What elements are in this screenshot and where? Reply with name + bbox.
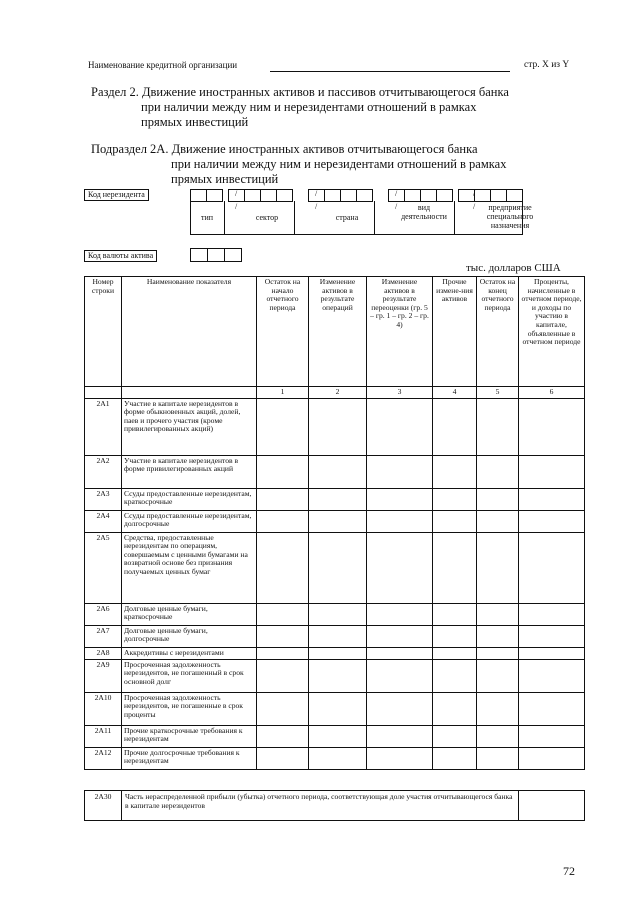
header-col-4: Прочие измене-ния активов bbox=[433, 277, 477, 387]
header-col-5: Остаток на конец отчетного периода bbox=[477, 277, 519, 387]
code-part-sector: сектор bbox=[255, 213, 279, 222]
row-code: 2А10 bbox=[85, 692, 122, 725]
assets-table-body bbox=[85, 398, 585, 769]
row-code: 2А2 bbox=[85, 455, 122, 488]
table-row bbox=[85, 647, 585, 659]
row-name: Ссуды предоставленные нерезидентам, долгосрочные bbox=[122, 510, 257, 532]
value-cell[interactable] bbox=[433, 532, 477, 603]
value-cell[interactable] bbox=[477, 455, 519, 488]
value-cell[interactable] bbox=[309, 510, 367, 532]
row-name: Просроченная задолженность нерезидентов, не погашенные в срок проценты bbox=[122, 692, 257, 725]
row-name: Просроченная задолженность нерезидентов, не погашенный в срок основной долг bbox=[122, 659, 257, 692]
org-name-blank-line bbox=[270, 71, 510, 72]
row-name: Аккредитивы с нерезидентами bbox=[122, 647, 257, 659]
row-code: 2А8 bbox=[85, 647, 122, 659]
row-name: Участие в капитале нерезидентов в форме обыкновенных акций, долей, паев и прочего участия (кроме привилегированных акций) bbox=[122, 398, 257, 455]
header-col-6: Проценты, начисленные в отчетном периоде, и доходы по участию в капитале, объявленные в отчетном периоде bbox=[519, 277, 585, 387]
table-row bbox=[85, 603, 585, 625]
subsection-title-line-2: при наличии между ним и нерезидентами отношений в рамках bbox=[171, 157, 507, 171]
org-name-label: Наименование кредитной организации bbox=[88, 60, 238, 70]
value-cell[interactable] bbox=[477, 725, 519, 747]
code-part-enterprise: предприятие специального назначения bbox=[486, 203, 534, 230]
value-cell[interactable] bbox=[519, 532, 585, 603]
value-cell[interactable] bbox=[433, 398, 477, 455]
value-cell[interactable] bbox=[433, 647, 477, 659]
row-code: 2А4 bbox=[85, 510, 122, 532]
assets-table bbox=[84, 276, 585, 770]
value-cell[interactable] bbox=[367, 692, 433, 725]
col-number: 1 bbox=[257, 387, 309, 399]
code-separator: / bbox=[235, 202, 238, 211]
value-cell[interactable] bbox=[367, 510, 433, 532]
table-row bbox=[85, 747, 585, 769]
value-cell[interactable] bbox=[257, 455, 309, 488]
value-cell[interactable] bbox=[477, 659, 519, 692]
value-cell[interactable] bbox=[519, 725, 585, 747]
section-title-line-3: прямых инвестиций bbox=[141, 115, 249, 129]
value-cell[interactable] bbox=[309, 725, 367, 747]
value-cell[interactable] bbox=[433, 659, 477, 692]
row-code: 2А1 bbox=[85, 398, 122, 455]
value-cell[interactable] bbox=[433, 455, 477, 488]
value-cell[interactable] bbox=[519, 647, 585, 659]
row-code: 2А5 bbox=[85, 532, 122, 603]
table-row bbox=[85, 725, 585, 747]
row-name: Долговые ценные бумаги, долгосрочные bbox=[122, 625, 257, 647]
value-cell[interactable] bbox=[433, 488, 477, 510]
value-cell[interactable] bbox=[309, 532, 367, 603]
currency-code-label: Код валюты актива bbox=[84, 250, 157, 262]
currency-code-cell[interactable] bbox=[190, 248, 208, 262]
row-code: 2А12 bbox=[85, 747, 122, 769]
value-cell[interactable] bbox=[367, 747, 433, 769]
col-number: 2 bbox=[309, 387, 367, 399]
value-cell[interactable] bbox=[477, 692, 519, 725]
section-title-line-1: Раздел 2. Движение иностранных активов и пассивов отчитывающегося банка bbox=[91, 85, 509, 99]
row-code: 2А11 bbox=[85, 725, 122, 747]
code-separator: / bbox=[395, 202, 398, 211]
divider bbox=[454, 201, 455, 235]
value-cell[interactable] bbox=[367, 455, 433, 488]
section-title-line-2: при наличии между ним и нерезидентами отношений в рамках bbox=[141, 100, 477, 114]
row-name: Прочие краткосрочные требования к нерезидентам bbox=[122, 725, 257, 747]
col-number: 5 bbox=[477, 387, 519, 399]
section-title bbox=[91, 85, 561, 130]
value-cell[interactable] bbox=[309, 625, 367, 647]
value-cell[interactable] bbox=[367, 488, 433, 510]
value-cell[interactable] bbox=[477, 532, 519, 603]
value-cell[interactable] bbox=[477, 625, 519, 647]
header-col-3: Изменение активов в результате переоценки (гр. 5 – гр. 1 – гр. 2 – гр. 4) bbox=[367, 277, 433, 387]
value-cell[interactable] bbox=[433, 692, 477, 725]
value-cell[interactable] bbox=[257, 603, 309, 625]
row-code: 2А7 bbox=[85, 625, 122, 647]
value-cell[interactable] bbox=[519, 692, 585, 725]
value-cell[interactable] bbox=[519, 625, 585, 647]
value-cell[interactable] bbox=[367, 647, 433, 659]
value-cell[interactable] bbox=[367, 725, 433, 747]
value-cell[interactable] bbox=[309, 692, 367, 725]
row-code: 2А6 bbox=[85, 603, 122, 625]
divider bbox=[224, 201, 225, 235]
code-part-type: тип bbox=[200, 213, 214, 222]
col-number-empty bbox=[85, 387, 122, 399]
row-name: Ссуды предоставленные нерезидентам, краткосрочные bbox=[122, 488, 257, 510]
value-cell[interactable] bbox=[257, 488, 309, 510]
nonresident-code-grid bbox=[190, 189, 534, 235]
value-cell[interactable] bbox=[309, 603, 367, 625]
col-number: 3 bbox=[367, 387, 433, 399]
value-cell[interactable] bbox=[257, 510, 309, 532]
table-row bbox=[85, 692, 585, 725]
code-part-country: страна bbox=[335, 213, 359, 222]
value-cell[interactable] bbox=[257, 659, 309, 692]
currency-code-cell[interactable] bbox=[207, 248, 225, 262]
value-cell[interactable] bbox=[257, 692, 309, 725]
nonresident-code-label: Код нерезидента bbox=[84, 189, 149, 201]
value-cell[interactable] bbox=[477, 398, 519, 455]
value-cell[interactable] bbox=[367, 398, 433, 455]
value-cell[interactable] bbox=[519, 791, 585, 821]
value-cell[interactable] bbox=[309, 659, 367, 692]
page-reference: стр. X из Y bbox=[524, 60, 570, 70]
code-part-activity: вид деятельности bbox=[401, 203, 447, 221]
col-number: 4 bbox=[433, 387, 477, 399]
subsection-title-line-1: Подраздел 2А. Движение иностранных активов отчитывающегося банка bbox=[91, 142, 478, 156]
value-cell[interactable] bbox=[519, 510, 585, 532]
code-separator: / bbox=[315, 189, 318, 198]
value-cell[interactable] bbox=[477, 488, 519, 510]
row-code: 2А30 bbox=[85, 791, 122, 821]
header-row-number: Номер строки bbox=[85, 277, 122, 387]
divider bbox=[374, 201, 375, 235]
value-cell[interactable] bbox=[257, 647, 309, 659]
header-indicator: Наименование показателя bbox=[122, 277, 257, 387]
table-row bbox=[85, 455, 585, 488]
code-separator: / bbox=[235, 189, 238, 198]
table-row bbox=[85, 510, 585, 532]
value-cell[interactable] bbox=[257, 532, 309, 603]
currency-code-cell[interactable] bbox=[224, 248, 242, 262]
header-col-1: Остаток на начало отчетного периода bbox=[257, 277, 309, 387]
value-cell[interactable] bbox=[309, 747, 367, 769]
code-separator: / bbox=[473, 202, 476, 211]
code-separator: / bbox=[473, 189, 476, 198]
value-cell[interactable] bbox=[519, 398, 585, 455]
row-name: Часть нераспределенной прибыли (убытка) отчетного периода, соответствующая доле участия отчитывающегося банка в капитале нерезидентов bbox=[122, 791, 519, 821]
value-cell[interactable] bbox=[309, 398, 367, 455]
value-cell[interactable] bbox=[519, 659, 585, 692]
value-cell[interactable] bbox=[477, 747, 519, 769]
row-code: 2А3 bbox=[85, 488, 122, 510]
value-cell[interactable] bbox=[309, 488, 367, 510]
col-number-empty bbox=[122, 387, 257, 399]
table-row bbox=[85, 488, 585, 510]
table-row bbox=[85, 791, 585, 821]
row-name: Прочие долгосрочные требования к нерезидентам bbox=[122, 747, 257, 769]
row-code: 2А9 bbox=[85, 659, 122, 692]
col-number: 6 bbox=[519, 387, 585, 399]
unit-label: тыс. долларов США bbox=[466, 262, 561, 274]
value-cell[interactable] bbox=[477, 603, 519, 625]
value-cell[interactable] bbox=[433, 510, 477, 532]
value-cell[interactable] bbox=[257, 747, 309, 769]
value-cell[interactable] bbox=[433, 725, 477, 747]
value-cell[interactable] bbox=[257, 625, 309, 647]
value-cell[interactable] bbox=[257, 725, 309, 747]
table-row bbox=[85, 532, 585, 603]
value-cell[interactable] bbox=[433, 625, 477, 647]
header-col-2: Изменение активов в результате операций bbox=[309, 277, 367, 387]
subsection-title-line-3: прямых инвестиций bbox=[171, 172, 279, 186]
value-cell[interactable] bbox=[519, 747, 585, 769]
value-cell[interactable] bbox=[257, 398, 309, 455]
value-cell[interactable] bbox=[367, 603, 433, 625]
page-number: 72 bbox=[563, 864, 575, 878]
value-cell[interactable] bbox=[367, 625, 433, 647]
divider bbox=[294, 201, 295, 235]
retained-earnings-table bbox=[84, 790, 585, 821]
value-cell[interactable] bbox=[433, 603, 477, 625]
row-name: Средства, предоставленные нерезидентам по операциям, совершаемым с ценными бумагами на возвратной основе без признания получаемых ценных бумаг bbox=[122, 532, 257, 603]
value-cell[interactable] bbox=[477, 510, 519, 532]
code-separator: / bbox=[315, 202, 318, 211]
value-cell[interactable] bbox=[367, 659, 433, 692]
value-cell[interactable] bbox=[367, 532, 433, 603]
value-cell[interactable] bbox=[433, 747, 477, 769]
value-cell[interactable] bbox=[477, 647, 519, 659]
row-name: Долговые ценные бумаги, краткосрочные bbox=[122, 603, 257, 625]
table-row bbox=[85, 398, 585, 455]
code-separator: / bbox=[395, 189, 398, 198]
subsection-title bbox=[91, 142, 561, 187]
value-cell[interactable] bbox=[519, 455, 585, 488]
row-name: Участие в капитале нерезидентов в форме привилегированных акций bbox=[122, 455, 257, 488]
table-row bbox=[85, 625, 585, 647]
value-cell[interactable] bbox=[519, 488, 585, 510]
value-cell[interactable] bbox=[519, 603, 585, 625]
table-row bbox=[85, 659, 585, 692]
value-cell[interactable] bbox=[309, 647, 367, 659]
value-cell[interactable] bbox=[309, 455, 367, 488]
